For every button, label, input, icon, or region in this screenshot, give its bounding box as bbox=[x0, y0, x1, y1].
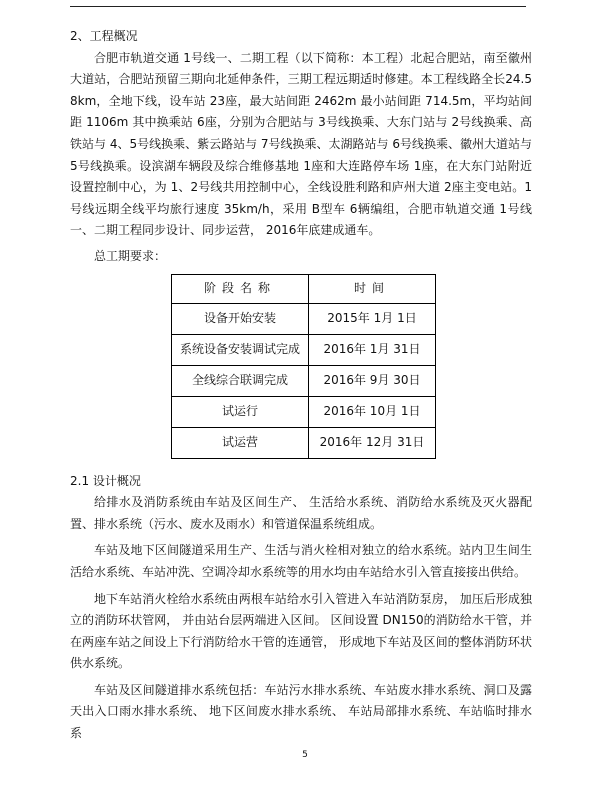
date-cell: 2016年 9月 30日 bbox=[309, 365, 436, 396]
section-heading: 2、工程概况 bbox=[70, 29, 138, 43]
date-cell: 2016年 1月 31日 bbox=[309, 334, 436, 365]
design-paragraph: 给排水及消防系统由车站及区间生产、 生活给水系统、消防给水系统及灭火器配置、排水系统（污水、废水及雨水）和管道保温系统组成。 bbox=[70, 495, 532, 531]
time-column-header: 时间 bbox=[309, 274, 436, 303]
date-cell: 2016年 10月 1日 bbox=[309, 396, 436, 427]
schedule-row bbox=[172, 396, 436, 427]
document-body bbox=[70, 26, 532, 745]
overview-paragraph: 合肥市轨道交通 1号线一、二期工程（以下简称：本工程）北起合肥站，南至徽州大道站，合肥站预留三期向北延伸条件，三期工程远期适时修建。本工程线路全长24.58km，全地下线，设车站 23座，最大站间距 2462m 最小站间距 714.5m，平均站间距 1106m 其中换乘站 6座，分别为合肥站与 3号线换乘、大东门站与 2号线换乘、高铁站与 4、5号线换乘、紫云路站与 7号线换乘、太湖路站与 6号线换乘、徽州大道站与 5号线换乘。设滨湖车辆段及综合维修基地 1座和大连路停车场 1座，在大东门站附近设置控制中心，为 1、2号线共用控制中心，全线设胜利路和庐州大道 2座主变电站。1号线远期全线平均旅行速度 35km/h，采用 B型车 6辆编组，合肥市轨道交通 1号线一、二期工程同步设计、同步运营， 2016年底建成通车。 bbox=[70, 50, 532, 238]
schedule-row bbox=[172, 303, 436, 334]
schedule-header-row bbox=[172, 274, 436, 303]
phase-cell: 系统设备安装调试完成 bbox=[172, 334, 309, 365]
page-number: 5 bbox=[302, 750, 308, 760]
header-rule bbox=[70, 6, 526, 7]
phase-cell: 试运行 bbox=[172, 396, 309, 427]
schedule-row bbox=[172, 427, 436, 458]
schedule-row bbox=[172, 365, 436, 396]
phase-column-header: 阶段名称 bbox=[172, 274, 309, 303]
schedule-label: 总工期要求： bbox=[94, 248, 167, 263]
date-cell: 2016年 12月 31日 bbox=[309, 427, 436, 458]
schedule-row bbox=[172, 334, 436, 365]
design-paragraph: 车站及区间隧道排水系统包括：车站污水排水系统、车站废水排水系统、洞口及露天出入口雨水排水系统、 地下区间废水排水系统、 车站局部排水系统、车站临时排水系 bbox=[70, 682, 532, 741]
schedule-table bbox=[171, 274, 436, 459]
design-heading: 2.1 设计概况 bbox=[70, 473, 141, 488]
phase-cell: 全线综合联调完成 bbox=[172, 365, 309, 396]
date-cell: 2015年 1月 1日 bbox=[309, 303, 436, 334]
design-paragraph: 车站及地下区间隧道采用生产、生活与消火栓相对独立的给水系统。站内卫生间生活给水系统、车站冲洗、空调冷却水系统等的用水均由车站给水引入管直接接出供给。 bbox=[70, 543, 532, 579]
design-paragraph: 地下车站消火栓给水系统由两根车站给水引入管进入车站消防泵房， 加压后形成独立的消防环状管网， 并由站台层两端进入区间。 区间设置 DN150的消防给水干管，并在两座车站之间设上下行消防给水干管的连通管， 形成地下车站及区间的整体消防环状供水系统。 bbox=[70, 591, 532, 671]
phase-cell: 设备开始安装 bbox=[172, 303, 309, 334]
phase-cell: 试运营 bbox=[172, 427, 309, 458]
